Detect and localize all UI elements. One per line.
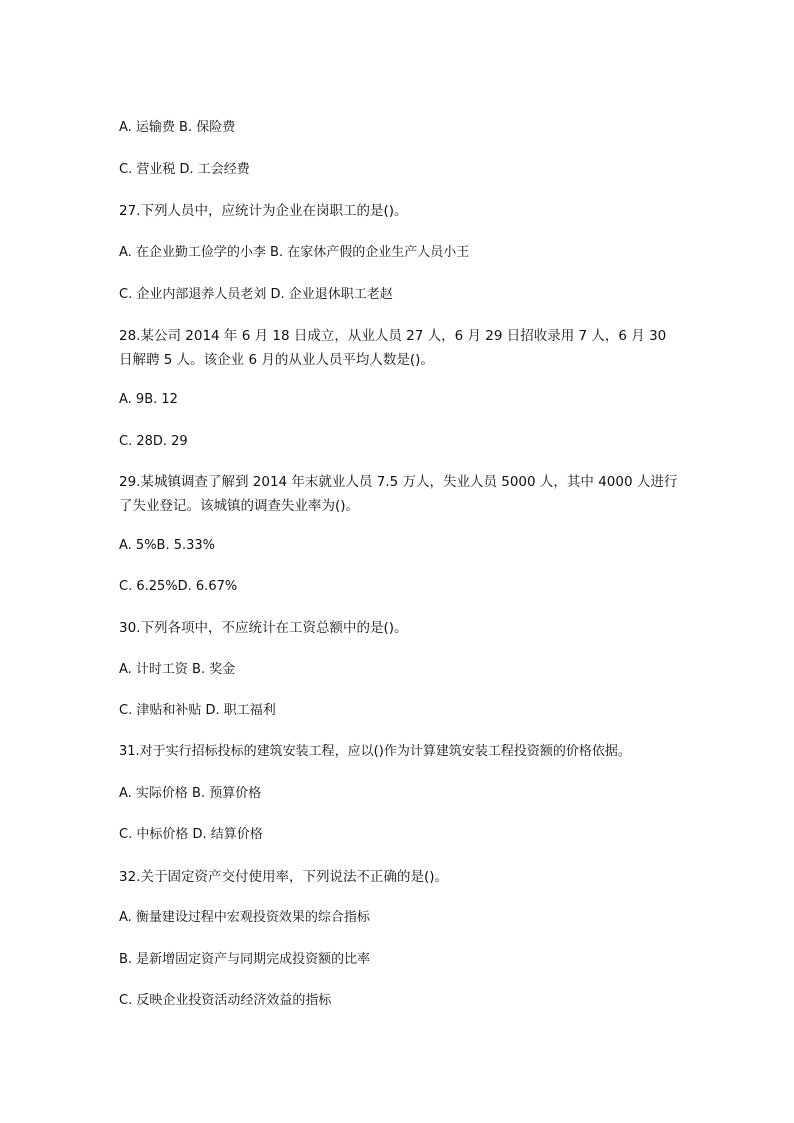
option-line: A. 实际价格 B. 预算价格	[119, 786, 262, 801]
question-31: 31.对于实行招标投标的建筑安装工程，应以()作为计算建筑安装工程投资额的价格依据。	[119, 744, 631, 759]
question-28: 28.某公司 2014 年 6 月 18 日成立，从业人员 27 人，6 月 29 日招收录用 7 人，6 月 30 日解聘 5 人。该企业 6 月的从业人员平均人数是()。	[119, 328, 667, 368]
option-line: A. 在企业勤工俭学的小李 B. 在家休产假的企业生产人员小王	[119, 245, 470, 260]
question-30: 30.下列各项中，不应统计在工资总额中的是()。	[119, 620, 408, 636]
option-line: A. 衡量建设过程中宏观投资效果的综合指标	[119, 910, 370, 925]
option-line: A. 5%B. 5.33%	[119, 538, 216, 553]
option-line: C. 28D. 29	[119, 434, 188, 449]
option-line: C. 营业税 D. 工会经费	[119, 162, 250, 177]
option-line: C. 企业内部退养人员老刘 D. 企业退休职工老赵	[119, 287, 393, 302]
option-line: C. 中标价格 D. 结算价格	[119, 827, 263, 842]
option-line: C. 6.25%D. 6.67%	[119, 579, 238, 594]
option-line: C. 津贴和补贴 D. 职工福利	[119, 703, 276, 718]
question-32: 32.关于固定资产交付使用率，下列说法不正确的是()。	[119, 869, 449, 885]
option-line: A. 计时工资 B. 奖金	[119, 662, 236, 677]
option-line: B. 是新增固定资产与同期完成投资额的比率	[119, 952, 371, 967]
question-29: 29.某城镇调查了解到 2014 年末就业人员 7.5 万人，失业人员 5000 人，其中 4000 人进行了失业登记。该城镇的调查失业率为()。	[119, 474, 678, 514]
option-line: A. 9B. 12	[119, 392, 178, 407]
option-line: C. 反映企业投资活动经济效益的指标	[119, 993, 332, 1008]
question-27: 27.下列人员中，应统计为企业在岗职工的是()。	[119, 203, 408, 219]
option-line: A. 运输费 B. 保险费	[119, 120, 236, 135]
